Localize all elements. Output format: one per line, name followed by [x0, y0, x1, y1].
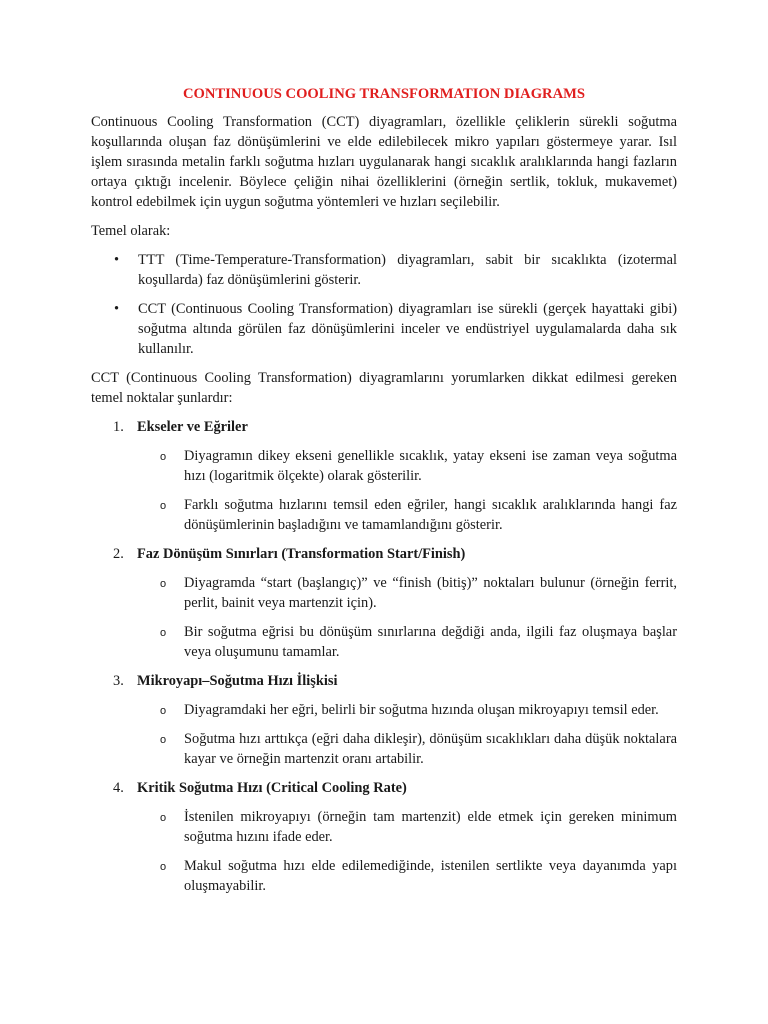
bullet-item: [91, 299, 677, 359]
document-title: CONTINUOUS COOLING TRANSFORMATION DIAGRAMS: [182, 86, 586, 102]
circle-bullet-icon: o: [160, 578, 167, 590]
sub-list: [91, 807, 677, 896]
bullet-icon: •: [114, 252, 120, 268]
section-heading: [91, 417, 677, 437]
bullet-list: [91, 250, 677, 359]
bullet-text: TTT (Time-Temperature-Transformation) diyagramları, sabit bir sıcaklıkta (izotermal koşullarda) faz dönüşümlerini gösterir.: [138, 252, 677, 288]
circle-bullet-icon: o: [160, 627, 167, 639]
sub-item-text: Diyagramdaki her eğri, belirli bir soğutma hızında oluşan mikroyapıyı temsil eder.: [184, 702, 659, 718]
section-heading: [91, 671, 677, 691]
sub-item-text: Soğutma hızı arttıkça (eğri daha dikleşir), dönüşüm sıcaklıkları daha düşük noktalara kayar ve örneğin martenzit oranı artabilir.: [184, 731, 677, 767]
sub-item: [91, 573, 677, 613]
bullet-icon: •: [114, 301, 120, 317]
bullet-text: CCT (Continuous Cooling Transformation) diyagramları ise sürekli (gerçek hayattaki gibi) soğutma altında görülen faz dönüşümlerini inceler ve endüstriyel uygulamalarda daha sık kullanılır.: [138, 301, 677, 357]
circle-bullet-icon: o: [160, 500, 167, 512]
section-number: 4.: [113, 780, 124, 796]
sub-item-text: Farklı soğutma hızlarını temsil eden eğriler, hangi sıcaklık aralıklarında hangi faz dönüşümlerinin başladığını ve tamamlandığını gösterir.: [184, 497, 677, 533]
circle-bullet-icon: o: [160, 734, 167, 746]
circle-bullet-icon: o: [160, 861, 167, 873]
bullet-item: [91, 250, 677, 290]
section-number: 3.: [113, 673, 124, 689]
sub-item-text: Bir soğutma eğrisi bu dönüşüm sınırlarına değdiği anda, ilgili faz oluşmaya başlar veya oluşumunu tamamlar.: [184, 624, 677, 660]
sub-item-text: Diyagramın dikey ekseni genellikle sıcaklık, yatay ekseni ise zaman veya soğutma hızı (logaritmik ölçekte) olarak gösterilir.: [184, 448, 677, 484]
section-list: [91, 417, 677, 896]
sub-list: [91, 700, 677, 769]
circle-bullet-icon: o: [160, 451, 167, 463]
section-heading-text: Faz Dönüşüm Sınırları (Transformation Start/Finish): [137, 546, 466, 562]
sub-item: [91, 622, 677, 662]
intro-paragraph: Continuous Cooling Transformation (CCT) diyagramları, özellikle çeliklerin sürekli soğutma koşullarında oluşan faz dönüşümlerini ve elde edilebilecek mikro yapıları göstermeye yarar. Isıl işlem sırasında metalin farklı soğutma hızları uygulanarak hangi sıcaklık aralıklarında hangi fazların ortaya çıktığı incelenir. Böylece çeliğin nihai özelliklerini (örneğin sertlik, tokluk, mukavemet) kontrol edebilmek için uygun soğutma yöntemleri ve hızları seçilebilir.: [91, 114, 677, 210]
section-heading-text: Ekseler ve Eğriler: [137, 419, 248, 435]
document-page: [91, 84, 677, 905]
section-4: [91, 778, 677, 896]
sub-item: [91, 495, 677, 535]
sub-item: [91, 807, 677, 847]
sub-item: [91, 700, 677, 720]
basics-label: Temel olarak:: [91, 223, 171, 239]
sub-item: [91, 856, 677, 896]
section-3: [91, 671, 677, 769]
points-intro-paragraph: CCT (Continuous Cooling Transformation) diyagramlarını yorumlarken dikkat edilmesi gereken temel noktalar şunlardır:: [91, 370, 677, 406]
sub-item-text: Diyagramda “start (başlangıç)” ve “finish (bitiş)” noktaları bulunur (örneğin ferrit, perlit, bainit veya martenzit için).: [184, 575, 677, 611]
section-heading-text: Kritik Soğutma Hızı (Critical Cooling Rate): [137, 780, 407, 796]
section-number: 2.: [113, 546, 124, 562]
section-1: [91, 417, 677, 535]
sub-item: [91, 446, 677, 486]
section-heading: [91, 544, 677, 564]
circle-bullet-icon: o: [160, 812, 167, 824]
sub-list: [91, 446, 677, 535]
circle-bullet-icon: o: [160, 705, 167, 717]
section-heading-text: Mikroyapı–Soğutma Hızı İlişkisi: [137, 673, 338, 689]
sub-item-text: Makul soğutma hızı elde edilemediğinde, istenilen sertlikte veya dayanımda yapı oluşmayabilir.: [184, 858, 677, 894]
sub-item: [91, 729, 677, 769]
sub-item-text: İstenilen mikroyapıyı (örneğin tam martenzit) elde etmek için gereken minimum soğutma hızını ifade eder.: [184, 809, 677, 845]
sub-list: [91, 573, 677, 662]
section-heading: [91, 778, 677, 798]
section-number: 1.: [113, 419, 124, 435]
section-2: [91, 544, 677, 662]
